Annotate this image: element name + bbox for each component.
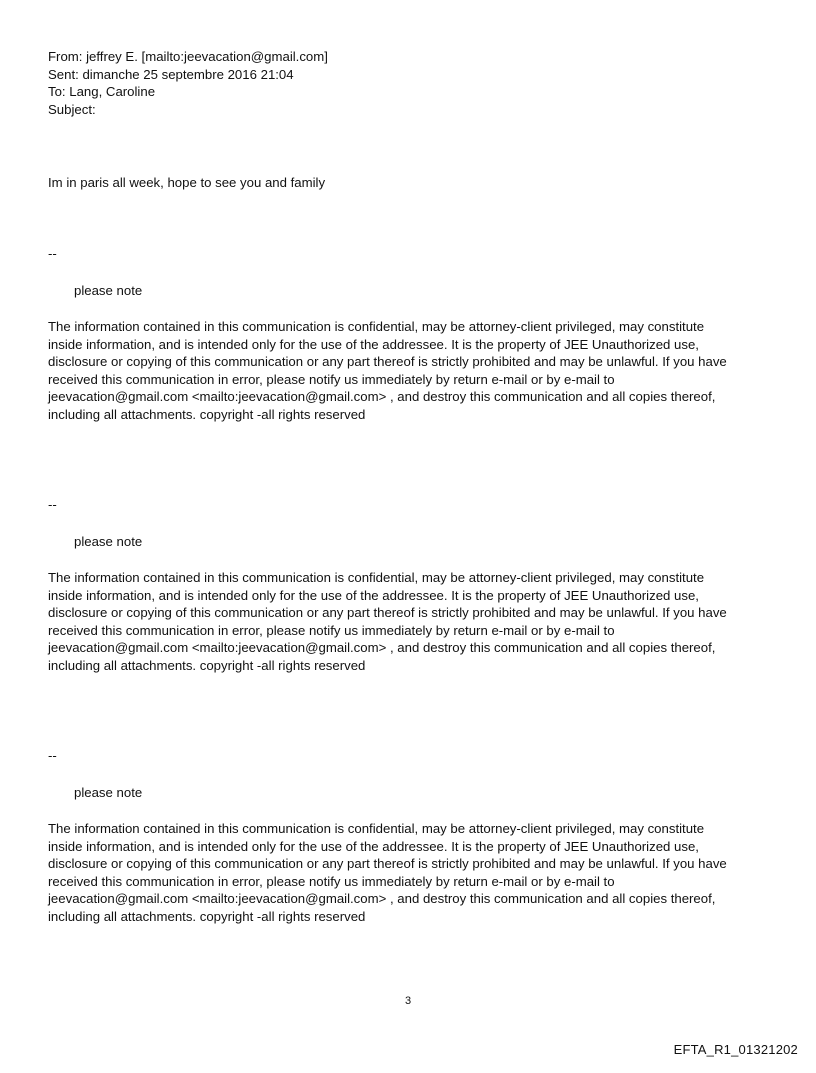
signature-separator: --	[48, 497, 57, 512]
signature-separator: --	[48, 246, 57, 261]
disclaimer-line: The information contained in this communication is confidential, may be attorney-client privileged, may constitute	[48, 319, 705, 334]
email-from: From: jeffrey E. [mailto:jeevacation@gmail.com]	[48, 49, 328, 64]
email-subject: Subject:	[48, 101, 96, 117]
email-sent: Sent: dimanche 25 septembre 2016 21:04	[48, 66, 294, 82]
confidentiality-disclaimer	[48, 569, 768, 675]
disclaimer-line: The information contained in this communication is confidential, may be attorney-client privileged, may constitute	[48, 821, 705, 836]
signature-note: please note	[74, 785, 143, 800]
disclaimer-line: jeevacation@gmail.com <mailto:jeevacation@gmail.com> , and destroy this communication and all copies thereof,	[48, 891, 716, 907]
disclaimer-line: inside information, and is intended only for the use of the addressee. It is the property of JEE Unauthorized use,	[48, 336, 699, 352]
signature-separator: --	[48, 748, 57, 763]
email-to: To: Lang, Caroline	[48, 84, 156, 100]
disclaimer-line: inside information, and is intended only for the use of the addressee. It is the property of JEE Unauthorized use,	[48, 838, 699, 854]
disclaimer-line: including all attachments. copyright -all rights reserved	[48, 908, 366, 924]
email-message: Im in paris all week, hope to see you and family	[48, 175, 326, 190]
disclaimer-line: inside information, and is intended only for the use of the addressee. It is the property of JEE Unauthorized use,	[48, 587, 699, 603]
disclaimer-line: including all attachments. copyright -all rights reserved	[48, 657, 366, 673]
page-number: 3	[404, 995, 412, 1007]
document-id: EFTA_R1_01321202	[673, 1042, 798, 1057]
confidentiality-disclaimer	[48, 318, 768, 424]
disclaimer-line: disclosure or copying of this communication or any part thereof is strictly prohibited and may be unlawful. If you have	[48, 605, 727, 621]
disclaimer-line: disclosure or copying of this communication or any part thereof is strictly prohibited and may be unlawful. If you have	[48, 354, 727, 370]
disclaimer-line: received this communication in error, please notify us immediately by return e-mail or by e-mail to	[48, 371, 615, 387]
signature-note: please note	[74, 283, 143, 298]
disclaimer-line: disclosure or copying of this communication or any part thereof is strictly prohibited and may be unlawful. If you have	[48, 856, 727, 872]
disclaimer-line: jeevacation@gmail.com <mailto:jeevacation@gmail.com> , and destroy this communication and all copies thereof,	[48, 389, 716, 405]
disclaimer-line: including all attachments. copyright -all rights reserved	[48, 406, 366, 422]
signature-note: please note	[74, 534, 143, 549]
email-header	[48, 48, 328, 118]
disclaimer-line: received this communication in error, please notify us immediately by return e-mail or by e-mail to	[48, 873, 615, 889]
disclaimer-line: The information contained in this communication is confidential, may be attorney-client privileged, may constitute	[48, 570, 705, 585]
disclaimer-line: jeevacation@gmail.com <mailto:jeevacation@gmail.com> , and destroy this communication and all copies thereof,	[48, 640, 716, 656]
disclaimer-line: received this communication in error, please notify us immediately by return e-mail or by e-mail to	[48, 622, 615, 638]
confidentiality-disclaimer	[48, 820, 768, 926]
